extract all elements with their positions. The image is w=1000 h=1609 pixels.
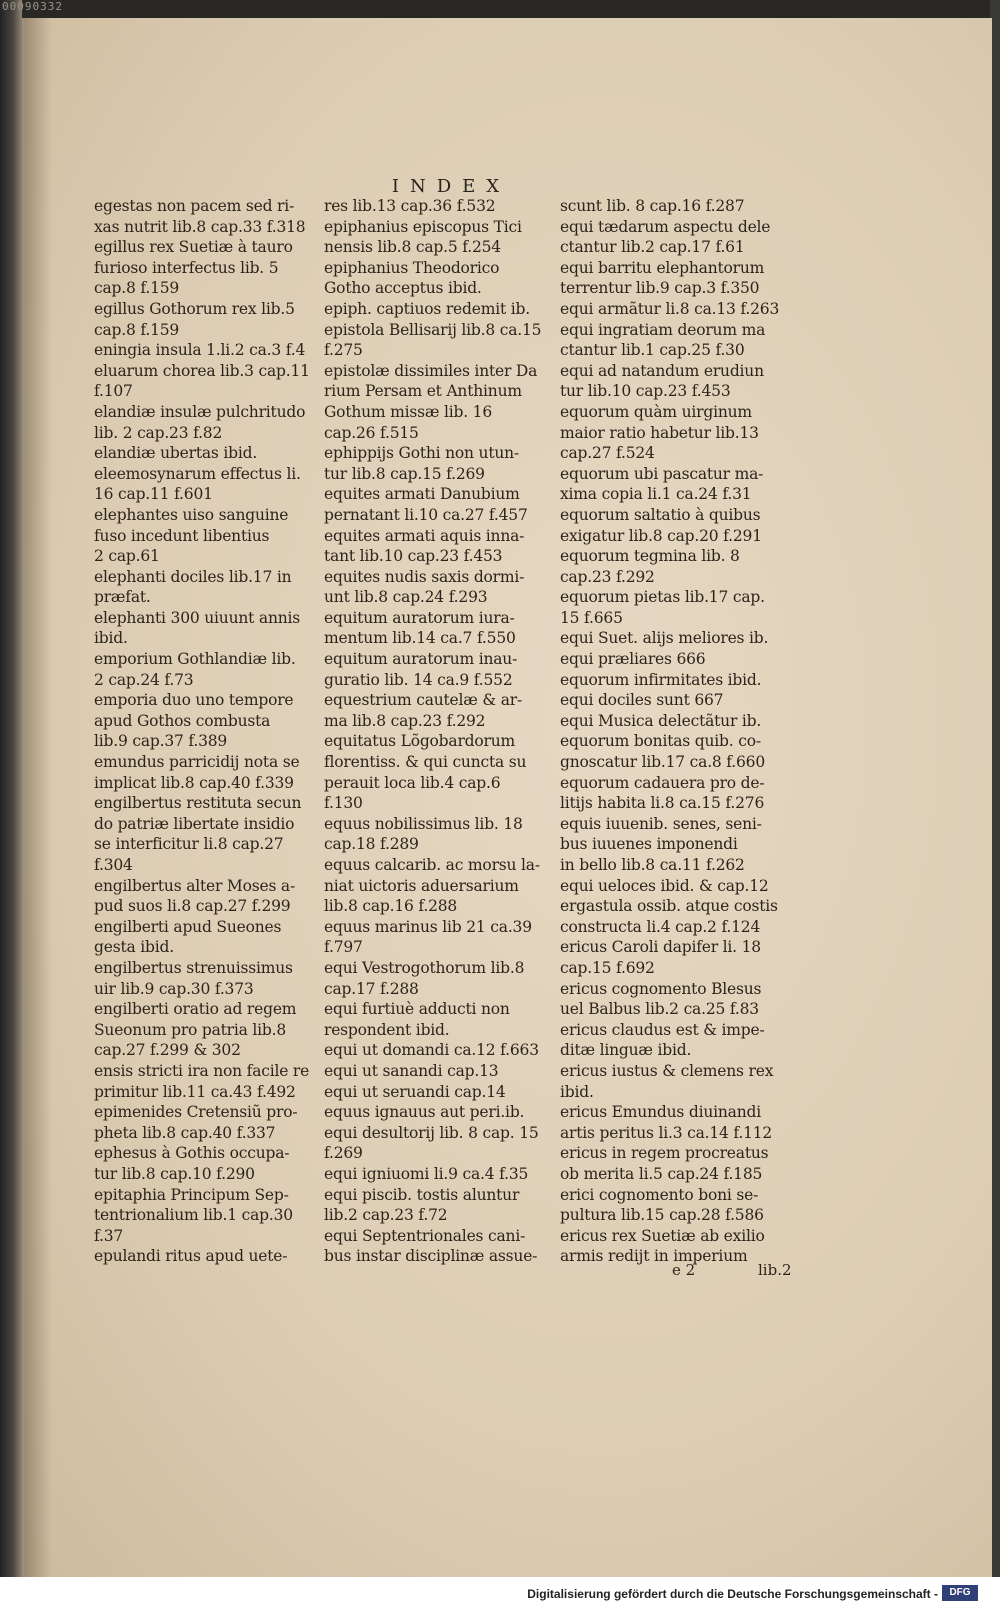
index-entry-line: 2 cap.61 [94,547,160,566]
index-entry-line: cap.26 f.515 [324,423,419,442]
index-entry-line: epiph. captiuos redemit ib. [324,299,530,318]
index-entry-line: f.269 [324,1144,363,1163]
index-entry-line: equorum pietas lib.17 cap. [560,588,765,607]
index-entry-line: ibid. [94,629,128,648]
index-entry-line: equi Septentrionales cani- [324,1226,526,1245]
index-entry-line: uel Balbus lib.2 ca.25 f.83 [560,1000,759,1019]
index-entry-line: ephippijs Gothi non utun- [324,444,519,463]
index-entry-line: do patriæ libertate insidio [94,814,295,833]
index-entry-line: ensis stricti ira non facile re [94,1061,310,1080]
index-entry-line: unt lib.8 cap.24 f.293 [324,588,488,607]
index-entry-line: equorum saltatio à quibus [560,505,761,524]
index-entry-line: Gotho acceptus ibid. [324,279,482,298]
index-entry-line: equi præliares 666 [560,650,706,669]
index-entry-line: ephesus à Gothis occupa- [94,1144,290,1163]
book-page [22,18,992,1577]
index-entry-line: cap.17 f.288 [324,979,419,998]
index-entry-line: pheta lib.8 cap.40 f.337 [94,1123,276,1142]
index-entry-line: equi ut seruandi cap.14 [324,1082,506,1101]
index-entry-line: engilberti oratio ad regem [94,1000,297,1019]
index-entry-line: epulandi ritus apud uete- [94,1247,288,1266]
index-entry-line: mentum lib.14 ca.7 f.550 [324,629,516,648]
index-entry-line: equi dociles sunt 667 [560,691,724,710]
index-entry-line: equestrium cautelæ & ar- [324,691,522,710]
scan-border-left [0,0,22,1577]
index-entry-line: ditæ linguæ ibid. [560,1041,692,1060]
index-entry-line: ericus claudus est & impe- [560,1020,765,1039]
index-entry-line: emundus parricidij nota se [94,753,300,772]
index-entry-line: equi furtiuè adducti non [324,1000,510,1019]
index-entry-line: cap.15 f.692 [560,958,655,977]
index-entry-line: lib. 2 cap.23 f.82 [94,423,223,442]
index-entry-line: engilbertus restituta secun [94,794,302,813]
index-entry-line: se interficitur li.8 cap.27 [94,835,284,854]
index-entry-line: equi tædarum aspectu dele [560,217,771,236]
index-entry-line: epiphanius Theodorico [324,258,500,277]
index-column-1 [94,196,326,1267]
index-entry-line: florentiss. & qui cuncta su [324,753,527,772]
index-entry-line: bus iuuenes imponendi [560,835,738,854]
index-entry-line: equitatus Lõgobardorum [324,732,515,751]
index-entry-line: epiphanius episcopus Tici [324,217,522,236]
index-entry-line: f.107 [94,382,133,401]
index-entry-line: epistolæ dissimiles inter Da [324,361,538,380]
index-entry-line: lib.9 cap.37 f.389 [94,732,228,751]
index-entry-line: ob merita li.5 cap.24 f.185 [560,1164,763,1183]
index-entry-line: equitum auratorum inau- [324,650,518,669]
index-entry-line: ericus Emundus diuinandi [560,1103,761,1122]
index-entry-line: equi armãtur li.8 ca.13 f.263 [560,299,780,318]
index-entry-line: f.37 [94,1226,124,1245]
index-entry-line: pultura lib.15 cap.28 f.586 [560,1206,764,1225]
index-entry-line: lib.8 cap.16 f.288 [324,897,458,916]
index-entry-line: engilbertus alter Moses a- [94,876,296,895]
index-entry-line: implicat lib.8 cap.40 f.339 [94,773,294,792]
index-entry-line: 15 f.665 [560,608,623,627]
index-entry-line: equi Musica delectãtur ib. [560,711,762,730]
index-entry-line: bus instar disciplinæ assue- [324,1247,538,1266]
index-entry-line: elephantes uiso sanguine [94,505,289,524]
index-entry-line: gnoscatur lib.17 ca.8 f.660 [560,753,766,772]
index-entry-line: equi ad natandum erudiun [560,361,764,380]
scan-id: 00090332 [2,0,63,13]
index-entry-line: nensis lib.8 cap.5 f.254 [324,238,501,257]
index-entry-line: equis iuuenib. senes, seni- [560,814,762,833]
index-entry-line: in bello lib.8 ca.11 f.262 [560,856,745,874]
index-entry-line: cap.8 f.159 [94,279,180,298]
index-entry-line: lib.2 cap.23 f.72 [324,1206,448,1225]
index-entry-line: equi ut sanandi cap.13 [324,1061,499,1080]
index-entry-line: niat uictoris aduersarium [324,876,519,895]
footer-credit: Digitalisierung gefördert durch die Deutsche Forschungsgemeinschaft - [527,1587,938,1601]
index-entry-line: scunt lib. 8 cap.16 f.287 [560,197,745,215]
index-entry-line: ericus Caroli dapifer li. 18 [560,938,761,957]
footer-bar [0,1577,1000,1609]
index-entry-line: equi barritu elephantorum [560,258,765,277]
index-entry-line: ctantur lib.1 cap.25 f.30 [560,341,745,360]
index-entry-line: fuso incedunt libentius [94,526,270,545]
index-entry-line: ibid. [560,1082,594,1101]
index-entry-line: egestas non pacem sed ri- [94,197,295,215]
index-entry-line: eningia insula 1.li.2 ca.3 f.4 [94,341,306,360]
index-entry-line: equites nudis saxis dormi- [324,567,525,586]
index-entry-line: f.275 [324,341,363,360]
index-entry-line: armis redijt in imperium [560,1247,748,1266]
index-entry-line: erici cognomento boni se- [560,1185,759,1204]
index-entry-line: ericus in regem procreatus [560,1144,769,1163]
index-entry-line: engilbertus strenuissimus [94,958,293,977]
index-entry-line: elephanti dociles lib.17 in [94,567,292,586]
index-entry-line: ctantur lib.2 cap.17 f.61 [560,238,745,257]
index-entry-line: tur lib.10 cap.23 f.453 [560,382,731,401]
page-gutter-shadow [24,18,52,1577]
index-entry-line: 2 cap.24 f.73 [94,670,194,689]
index-entry-line: præfat. [94,588,151,607]
index-entry-line: equi ueloces ibid. & cap.12 [560,876,769,895]
index-entry-line: egillus rex Suetiæ à tauro [94,238,293,257]
index-entry-line: elandiæ ubertas ibid. [94,444,258,463]
index-entry-line: ericus iustus & clemens rex [560,1061,774,1080]
index-entry-line: equi Suet. alijs meliores ib. [560,629,769,648]
index-entry-line: cap.23 f.292 [560,567,655,586]
index-entry-line: res lib.13 cap.36 f.532 [324,197,496,215]
index-entry-line: equi piscib. tostis aluntur [324,1185,520,1204]
index-entry-line: equitum auratorum iura- [324,608,515,627]
index-entry-line: xas nutrit lib.8 cap.33 f.318 [94,217,306,236]
index-entry-line: equorum ubi pascatur ma- [560,464,764,483]
index-entry-line: Gothum missæ lib. 16 [324,402,493,421]
index-entry-line: tur lib.8 cap.15 f.269 [324,464,485,483]
index-entry-line: epistola Bellisarij lib.8 ca.15 [324,320,542,339]
index-entry-line: ergastula ossib. atque costis [560,897,778,916]
index-entry-line: equus marinus lib 21 ca.39 [324,917,532,936]
index-entry-line: equi ut domandi ca.12 f.663 [324,1041,539,1060]
index-entry-line: 16 cap.11 f.601 [94,485,213,504]
index-entry-line: equi desultorij lib. 8 cap. 15 [324,1123,539,1142]
index-entry-line: ma lib.8 cap.23 f.292 [324,711,486,730]
index-entry-line: terrentur lib.9 cap.3 f.350 [560,279,760,298]
index-entry-line: respondent ibid. [324,1020,450,1039]
index-entry-line: maior ratio habetur lib.13 [560,423,759,442]
index-entry-line: ericus rex Suetiæ ab exilio [560,1226,765,1245]
index-entry-line: equites armati Danubium [324,485,520,504]
index-entry-line: pernatant li.10 ca.27 f.457 [324,505,528,524]
index-entry-line: epimenides Cretensiũ pro- [94,1103,298,1122]
index-entry-line: primitur lib.11 ca.43 f.492 [94,1082,296,1101]
dfg-logo: DFG [942,1585,978,1601]
catchword: lib.2 [758,1261,792,1279]
index-entry-line: artis peritus li.3 ca.14 f.112 [560,1123,773,1142]
index-entry-line: gesta ibid. [94,938,174,957]
index-entry-line: equus calcarib. ac morsu la- [324,856,540,874]
index-entry-line: constructa li.4 cap.2 f.124 [560,917,761,936]
index-entry-line: elandiæ insulæ pulchritudo [94,402,306,421]
index-entry-line: tentrionalium lib.1 cap.30 [94,1206,293,1225]
index-entry-line: furioso interfectus lib. 5 [94,258,279,277]
index-entry-line: equorum cadauera pro de- [560,773,765,792]
index-entry-line: f.304 [94,856,133,874]
index-entry-line: equus ignauus aut peri.ib. [324,1103,525,1122]
index-entry-line: xima copia li.1 ca.24 f.31 [560,485,752,504]
index-entry-line: litijs habita li.8 ca.15 f.276 [560,794,765,813]
index-entry-line: epitaphia Principum Sep- [94,1185,289,1204]
index-entry-line: emporium Gothlandiæ lib. [94,650,296,669]
index-entry-line: cap.27 f.299 & 302 [94,1041,241,1060]
index-entry-line: exigatur lib.8 cap.20 f.291 [560,526,762,545]
index-entry-line: perauit loca lib.4 cap.6 [324,773,501,792]
index-entry-line: equorum bonitas quib. co- [560,732,761,751]
index-entry-line: ericus cognomento Blesus [560,979,762,998]
index-entry-line: f.797 [324,938,363,957]
index-entry-line: apud Gothos combusta [94,711,271,730]
index-entry-line: emporia duo uno tempore [94,691,294,710]
index-entry-line: cap.8 f.159 [94,320,180,339]
index-entry-line: equorum quàm uirginum [560,402,752,421]
index-entry-line: cap.18 f.289 [324,835,419,854]
index-entry-line: pud suos li.8 cap.27 f.299 [94,897,291,916]
index-entry-line: equi igniuomi li.9 ca.4 f.35 [324,1164,529,1183]
index-entry-line: egillus Gothorum rex lib.5 [94,299,295,318]
index-entry-line: equorum tegmina lib. 8 [560,547,740,566]
index-entry-line: tur lib.8 cap.10 f.290 [94,1164,255,1183]
index-entry-line: eleemosynarum effectus li. [94,464,301,483]
index-entry-line: equus nobilissimus lib. 18 [324,814,523,833]
index-entry-line: tant lib.10 cap.23 f.453 [324,547,503,566]
index-entry-line: equi Vestrogothorum lib.8 [324,958,525,977]
index-entry-line: cap.27 f.524 [560,444,655,463]
index-entry-line: rium Persam et Anthinum [324,382,522,401]
index-column-3 [560,196,800,1267]
index-column-2 [324,196,552,1267]
page-header: INDEX [391,176,511,197]
index-entry-line: guratio lib. 14 ca.9 f.552 [324,670,513,689]
index-entry-line: Sueonum pro patria lib.8 [94,1020,287,1039]
index-entry-line: equorum infirmitates ibid. [560,670,762,689]
signature-mark: e 2 [672,1261,696,1279]
index-entry-line: elephanti 300 uiuunt annis [94,608,301,627]
index-entry-line: eluarum chorea lib.3 cap.11 [94,361,310,380]
index-entry-line: f.130 [324,794,363,813]
index-entry-line: engilberti apud Sueones [94,917,282,936]
index-entry-line: equites armati aquis inna- [324,526,525,545]
index-entry-line: uir lib.9 cap.30 f.373 [94,979,254,998]
index-entry-line: equi ingratiam deorum ma [560,320,766,339]
